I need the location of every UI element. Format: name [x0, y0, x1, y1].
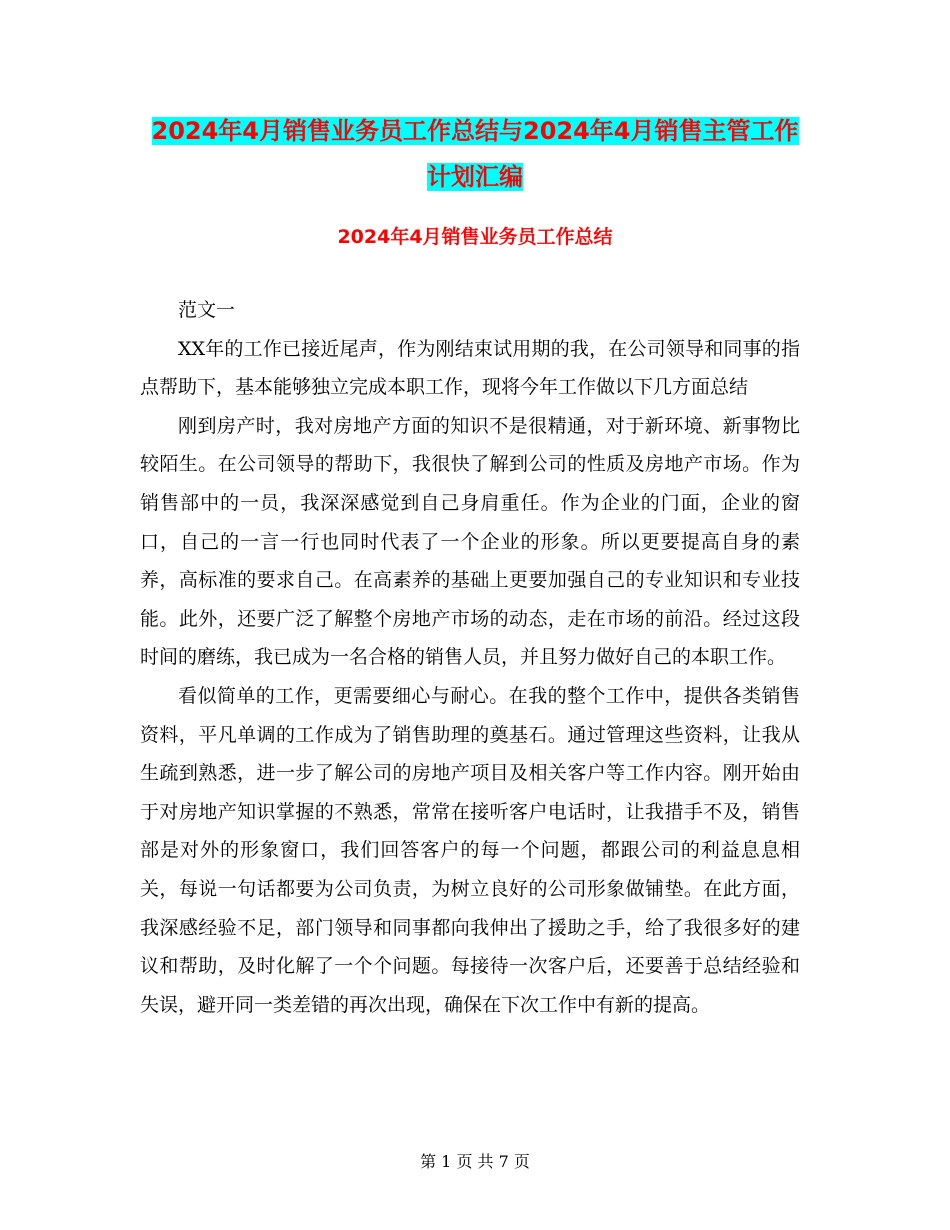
paragraph: 范文一	[178, 299, 236, 321]
document-title	[140, 108, 810, 200]
paragraph: 看似简单的工作，更需要细心与耐心。在我的整个工作中，提供各类销售资料，平凡单调的工作成为了销售助理的奠基石。通过管理这些资料，让我从生疏到熟悉，进一步了解公司的房地产项目及相关客户等工作内容。刚开始由于对房地产知识掌握的不熟悉，常常在接听客户电话时，让我措手不及，销售部是对外的形象窗口，我们回答客户的每一个问题，都跟公司的利益息息相关，每说一句话都要为公司负责，为树立良好的公司形象做铺垫。在此方面，我深感经验不足，部门领导和同事都向我伸出了援助之手，给了我很多好的建议和帮助，及时化解了一个个问题。每接待一次客户后，还要善于总结经验和失误，避开同一类差错的再次出现，确保在下次工作中有新的提高。	[140, 684, 800, 1016]
document-title-highlight: 2024年4月销售业务员工作总结与2024年4月销售主管工作计划汇编	[151, 117, 799, 191]
page-footer: 第 1 页 共 7 页	[420, 1152, 530, 1171]
paragraph: XX年的工作已接近尾声，作为刚结束试用期的我，在公司领导和同事的指点帮助下，基本能够独立完成本职工作，现将今年工作做以下几方面总结	[140, 337, 800, 399]
document-body	[140, 291, 800, 1024]
section-title: 2024年4月销售业务员工作总结	[337, 226, 613, 248]
paragraph: 刚到房产时，我对房地产方面的知识不是很精通，对于新环境、新事物比较陌生。在公司领导的帮助下，我很快了解到公司的性质及房地产市场。作为销售部中的一员，我深深感觉到自己身肩重任。作为企业的门面，企业的窗口，自己的一言一行也同时代表了一个企业的形象。所以更要提高自身的素养，高标准的要求自己。在高素养的基础上更要加强自己的专业知识和专业技能。此外，还要广泛了解整个房地产市场的动态，走在市场的前沿。经过这段时间的磨练，我已成为一名合格的销售人员，并且努力做好自己的本职工作。	[140, 414, 800, 669]
